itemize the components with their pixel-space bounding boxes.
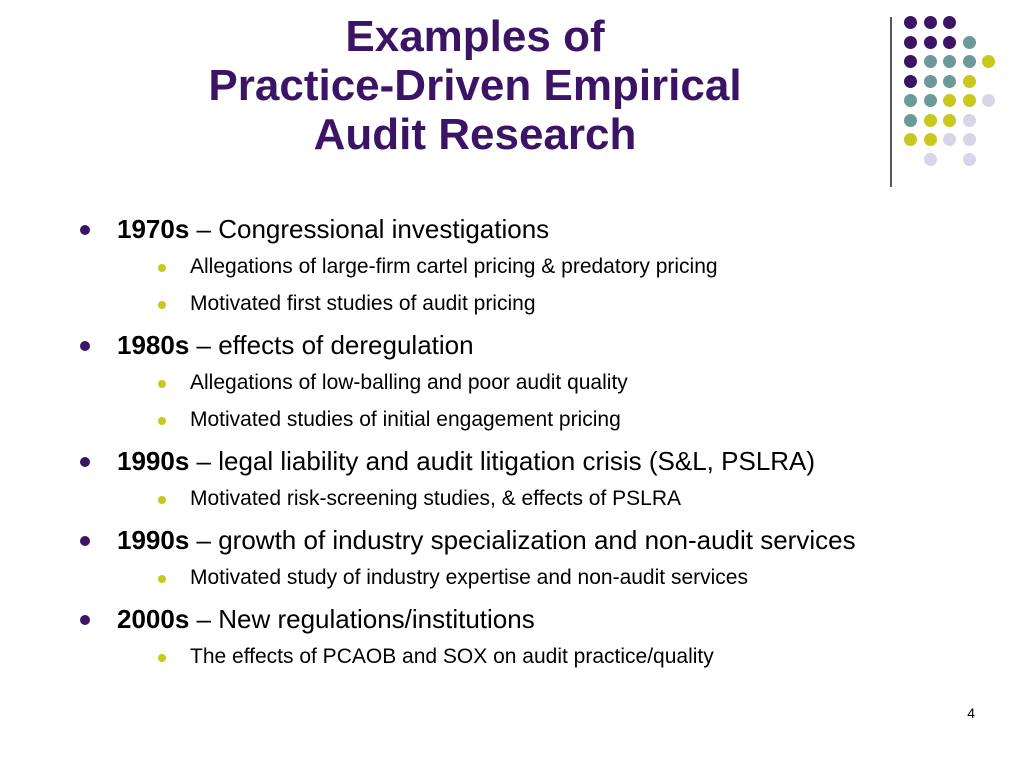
- bullet-year: 1990s: [117, 525, 190, 555]
- decorative-dot: [982, 55, 995, 68]
- decorative-dot: [943, 16, 956, 29]
- sub-bullet-text: Motivated first studies of audit pricing: [190, 292, 536, 315]
- bullet-dot: [80, 457, 90, 467]
- sub-bullet-item: [80, 480, 980, 517]
- decorative-dot: [943, 75, 956, 88]
- bullet-year: 2000s: [117, 604, 190, 634]
- title-line-3: Audit Research: [313, 110, 637, 159]
- bullet-year: 1970s: [117, 214, 190, 244]
- decorative-dot: [963, 75, 976, 88]
- decorative-dot: [943, 114, 956, 127]
- sub-bullet-text: Motivated study of industry expertise and non-audit services: [190, 566, 748, 589]
- decorative-dot: [904, 55, 917, 68]
- bullet-description: – legal liability and audit litigation crisis (S&L, PSLRA): [189, 446, 816, 476]
- bullet-item-1980s: [80, 326, 980, 438]
- decorative-dot: [963, 153, 976, 166]
- bullet-dot: [80, 615, 90, 625]
- decorative-dot: [982, 94, 995, 107]
- bullet-description: – growth of industry specialization and non-audit services: [189, 525, 856, 555]
- bullet-text: [117, 210, 980, 248]
- sub-bullet-dot: [158, 264, 166, 272]
- decorative-dot: [963, 133, 976, 146]
- sub-bullet-item: [80, 401, 980, 438]
- decorative-dot: [963, 114, 976, 127]
- decorative-dot: [904, 114, 917, 127]
- slide-title: [150, 12, 800, 159]
- decorative-dot: [904, 75, 917, 88]
- decorative-dot: [943, 55, 956, 68]
- bullet-dot: [80, 536, 90, 546]
- title-line-1: Examples of: [345, 12, 605, 61]
- bullet-description: – New regulations/institutions: [189, 604, 535, 634]
- decorative-dot: [943, 94, 956, 107]
- bullet-text: [117, 521, 980, 559]
- decorative-dot: [924, 153, 937, 166]
- bullet-text: [117, 600, 980, 638]
- decorative-dot: [904, 36, 917, 49]
- sub-bullet-text: The effects of PCAOB and SOX on audit practice/quality: [190, 645, 714, 668]
- bullet-item-1970s: [80, 210, 980, 322]
- decorative-dot: [924, 133, 937, 146]
- decorative-dot: [963, 36, 976, 49]
- title-divider-line: [890, 17, 892, 187]
- sub-bullet-item: [80, 248, 980, 285]
- decorative-dot: [924, 16, 937, 29]
- decorative-dot: [924, 75, 937, 88]
- decorative-dot: [963, 55, 976, 68]
- sub-bullet-text: Motivated risk-screening studies, & effects of PSLRA: [190, 487, 681, 510]
- sub-bullet-dot: [158, 380, 166, 388]
- bullet-text: [117, 326, 980, 364]
- bullet-list: [80, 210, 980, 675]
- sub-bullet-dot: [158, 575, 166, 583]
- sub-bullet-text: Allegations of large-firm cartel pricing & predatory pricing: [190, 255, 718, 278]
- decorative-dot: [924, 36, 937, 49]
- sub-bullet-text: Motivated studies of initial engagement pricing: [190, 408, 621, 431]
- decorative-dot: [963, 94, 976, 107]
- decorative-dot: [924, 94, 937, 107]
- sub-bullet-dot: [158, 496, 166, 504]
- decorative-dot: [904, 94, 917, 107]
- page-number: 4: [967, 705, 975, 721]
- bullet-description: – effects of deregulation: [189, 330, 474, 360]
- sub-bullet-text: Allegations of low-balling and poor audit quality: [190, 371, 628, 394]
- sub-bullet-dot: [158, 301, 166, 309]
- decorative-dot: [943, 36, 956, 49]
- decorative-dot: [904, 133, 917, 146]
- bullet-dot: [80, 341, 90, 351]
- bullet-year: 1980s: [117, 330, 190, 360]
- bullet-text: [117, 442, 980, 480]
- sub-bullet-item: [80, 364, 980, 401]
- decorative-dot: [924, 114, 937, 127]
- bullet-item-2000s: [80, 600, 980, 675]
- decorative-dot: [924, 55, 937, 68]
- decorative-dot: [904, 16, 917, 29]
- sub-bullet-dot: [158, 654, 166, 662]
- bullet-description: – Congressional investigations: [189, 214, 550, 244]
- bullet-dot: [80, 225, 90, 235]
- title-line-2: Practice-Driven Empirical: [208, 61, 742, 110]
- sub-bullet-dot: [158, 417, 166, 425]
- sub-bullet-item: [80, 285, 980, 322]
- sub-bullet-item: [80, 559, 980, 596]
- decorative-dot: [943, 133, 956, 146]
- bullet-year: 1990s: [117, 446, 190, 476]
- bullet-item-1990s-liability: [80, 442, 980, 517]
- bullet-item-1990s-specialization: [80, 521, 980, 596]
- sub-bullet-item: [80, 638, 980, 675]
